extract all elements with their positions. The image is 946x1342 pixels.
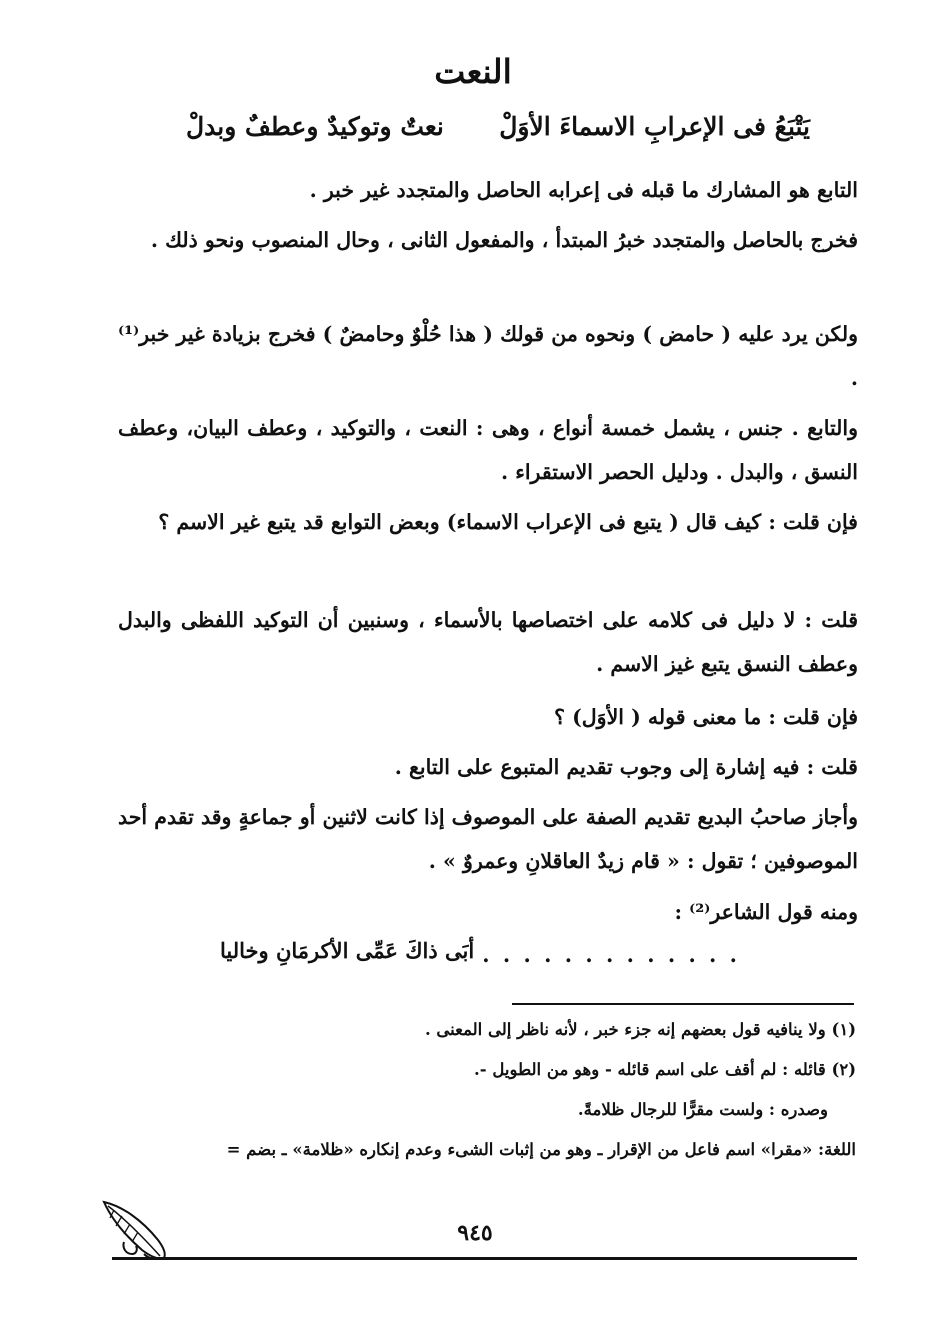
page-number: ٩٤٥: [457, 1220, 493, 1246]
paragraph-question-2: فإن قلت : ما معنى قوله ( الأوَل) ؟: [554, 705, 858, 729]
poem-first-hemistich-ellipsis: . . . . . . . . . . . . .: [482, 942, 740, 967]
quill-icon: [100, 1196, 172, 1266]
paragraph-answer-2: قلت : فيه إشارة إلى وجوب تقديم المتبوع على التابع .: [394, 755, 858, 779]
footnote-separator: [512, 1003, 854, 1005]
footnote-2-lexicon: اللغة: «مقرا» اسم فاعل من الإقرار ـ وهو من إثبات الشىء وعدم إنكاره «ظلامة» ـ بضم =: [226, 1140, 856, 1159]
paragraph-definition: التابع هو المشارك ما قبله فى إعرابه الحاصل والمتجدد غير خبر .: [309, 178, 858, 202]
verse-second-hemistich: نعتٌ وتوكيدٌ وعطفٌ وبدلْ: [186, 112, 444, 141]
alfiya-verse: [160, 112, 810, 154]
poem-second-hemistich: أبَى ذاكَ عَمِّى الأكرمَانِ وخاليا: [220, 938, 475, 963]
footnote-2-verse-opening: وصدره : ولست مقرًّا للرجال ظلامةً.: [577, 1100, 828, 1119]
paragraph-types: والتابع . جنس ، يشمل خمسة أنواع ، وهى : النعت ، والتوكيد ، وعطف البيان، وعطف النسق ، والبدل . ودليل الحصر الاستقراء .: [118, 416, 858, 484]
footnote-2: (٢) قائله : لم أقف على اسم قائله - وهو من الطويل -.: [474, 1060, 856, 1079]
section-title: النعت: [434, 52, 512, 91]
footer-rule: [112, 1257, 857, 1260]
poem-verse: [220, 938, 740, 978]
paragraph-objection: ولكن يرد عليه ( حامض ) ونحوه من قولك ( هذا حُلْوٌ وحامضٌ ) فخرج بزيادة غير خبر⁽¹⁾ .: [118, 322, 858, 390]
verse-first-hemistich: يَتْبَعُ فى الإعرابِ الاسماءَ الأوَلْ: [499, 112, 810, 141]
paragraph-answer-1: قلت : لا دليل فى كلامه على اختصاصها بالأسماء ، وسنبين أن التوكيد اللفظى والبدل وعطف النسق يتبع غيز الاسم .: [118, 608, 858, 676]
paragraph-exclusions: فخرج بالحاصل والمتجدد خبرُ المبتدأ ، والمفعول الثانى ، وحال المنصوب ونحو ذلك .: [150, 228, 858, 252]
paragraph-badi-opinion: وأجاز صاحبُ البديع تقديم الصفة على الموصوف إذا كانت لاثنين أو جماعةٍ وقد تقدم أحد الموصوفين ؛ تقول : « قام زيدٌ العاقلانِ وعمروٌ » .: [118, 805, 858, 873]
paragraph-question-1: فإن قلت : كيف قال ( يتبع فى الإعراب الاسماء) وبعض التوابع قد يتبع غير الاسم ؟: [158, 510, 858, 534]
footnote-1: (١) ولا ينافيه قول بعضهم إنه جزء خبر ، لأنه ناظر إلى المعنى .: [424, 1020, 856, 1039]
paragraph-poet-intro: ومنه قول الشاعر⁽²⁾ :: [674, 900, 858, 924]
